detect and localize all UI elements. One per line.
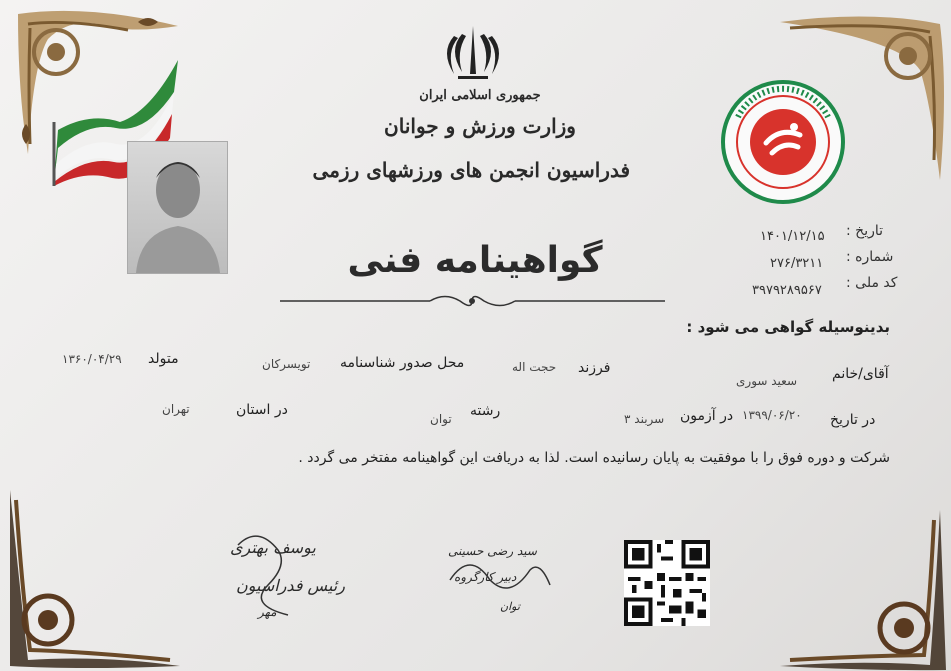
field-label: رشته [470, 403, 501, 419]
signature-scribble-mid [440, 540, 560, 610]
province-value: تهران [162, 402, 190, 416]
signature-secretary-title: دبیر کارگروه [454, 570, 517, 584]
federation-logo [718, 77, 848, 207]
field-value: توان [430, 412, 452, 426]
header-ministry: وزارت ورزش و جوانان [384, 114, 576, 138]
ornament-bottom-left [0, 480, 190, 671]
qr-code [624, 540, 710, 626]
header-republic: جمهوری اسلامی ایران [419, 88, 541, 103]
born-label: متولد [148, 351, 179, 367]
number-label: شماره : [846, 249, 894, 265]
iran-emblem-icon [440, 22, 506, 82]
intro-text: بدینوسیله گواهی می شود : [686, 318, 890, 336]
date-label: تاریخ : [846, 223, 884, 239]
title-divider [280, 292, 665, 310]
header-federation: فدراسیون انجمن های ورزشهای رزمی [312, 158, 630, 182]
exam-value: سربند ۳ [624, 412, 665, 426]
signature-stamp: مهر [258, 605, 277, 619]
national-id-label: کد ملی : [846, 275, 898, 291]
father-value: حجت اله [512, 360, 557, 374]
ornament-bottom-right [770, 500, 951, 671]
signature-scribble-left [228, 525, 308, 620]
exam-label: در آزمون [680, 408, 734, 424]
closing-text: شرکت و دوره فوق را با موفقیت به پایان رسانیده است. لذا به دریافت این گواهینامه مفتخر می گردد . [298, 450, 890, 466]
born-value: ۱۳۶۰/۰۴/۲۹ [62, 352, 122, 366]
province-label: در استان [236, 402, 288, 418]
place-of-issue-value: تویسرکان [262, 357, 311, 371]
signature-president-title: رئیس فدراسیون [236, 576, 345, 595]
signature-president-name: یوسف بهتری [230, 538, 316, 557]
place-of-issue-label: محل صدور شناسنامه [340, 355, 465, 371]
applicant-photo [127, 141, 228, 274]
name-value: سعید سوری [736, 374, 798, 388]
signature-secretary-name: سید رضی حسینی [448, 544, 537, 558]
child-of-label: فرزند [578, 360, 611, 376]
exam-date-label: در تاریخ [830, 412, 876, 428]
national-id-value: ۳۹۷۹۲۸۹۵۶۷ [752, 283, 822, 298]
exam-date-value: ۱۳۹۹/۰۶/۲۰ [742, 408, 802, 422]
number-value: ۲۷۶/۳۲۱۱ [770, 256, 824, 271]
signature-secretary-field: توان [500, 600, 520, 613]
mr-ms-label: آقای/خانم [832, 366, 889, 382]
certificate-title: گواهینامه فنی [347, 240, 603, 281]
date-value: ۱۴۰۱/۱۲/۱۵ [760, 229, 825, 244]
